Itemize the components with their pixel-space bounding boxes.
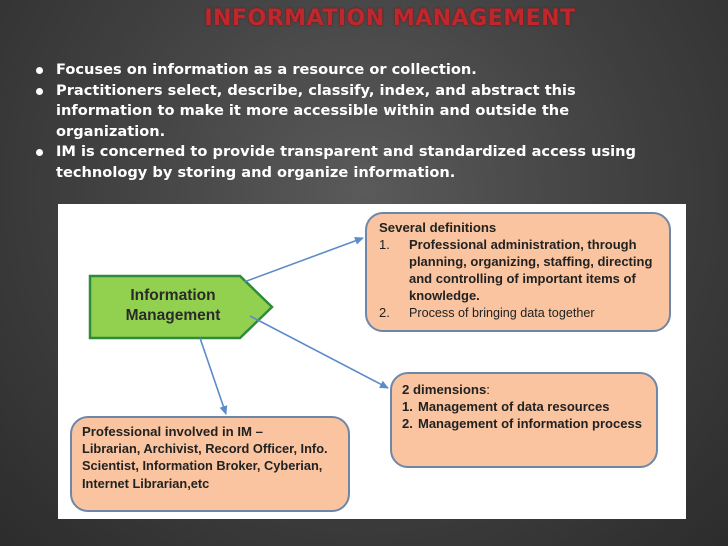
center-label-line2: Management (125, 307, 221, 324)
dimension-number: 1. (402, 399, 413, 414)
definition-item (379, 236, 659, 304)
definitions-box (365, 212, 671, 332)
professionals-heading: Professional involved in IM – (82, 424, 264, 439)
definition-text: Process of bringing data together (409, 306, 595, 320)
bullet-text: Focuses on information as a resource or collection. (56, 61, 477, 78)
bullet-list (34, 60, 674, 184)
dimensions-heading-colon: : (486, 382, 490, 397)
center-label (98, 286, 248, 326)
bullet-dot-icon (36, 149, 43, 156)
dimensions-box (390, 372, 658, 468)
dimensions-heading (402, 382, 646, 398)
im-diagram (58, 204, 686, 519)
dimensions-heading-text: 2 dimensions (402, 382, 487, 397)
professionals-box (70, 416, 350, 512)
dimension-number: 2. (402, 416, 413, 431)
connector-arrow-professionals (200, 338, 226, 414)
dimensions-list (402, 398, 646, 432)
connector-arrow-dimensions (250, 316, 388, 388)
bullet-dot-icon (36, 88, 43, 95)
professionals-list: Librarian, Archivist, Record Officer, Info. Scientist, Information Broker, Cyberian, Internet Librarian,etc (82, 441, 328, 491)
definitions-list (379, 236, 659, 322)
dimension-item (402, 415, 646, 432)
bullet-text: Practitioners select, describe, classify, index, and abstract this information to make it more accessible within and outside the organization. (56, 81, 576, 140)
bullet-item (34, 81, 674, 143)
slide-title: INFORMATION MANAGEMENT (204, 6, 576, 31)
connector-arrow-definitions (244, 238, 363, 282)
definition-number: 1. (379, 237, 390, 252)
dimension-text: Management of data resources (418, 399, 610, 414)
definition-item (379, 304, 659, 322)
dimension-text: Management of information process (418, 416, 642, 431)
dimension-item (402, 398, 646, 415)
center-label-line1: Information (130, 287, 216, 304)
definition-text: Professional administration, through planning, organizing, staffing, directing and controlling of important items of knowledge. (409, 237, 653, 303)
bullet-text: IM is concerned to provide transparent and standardized access using technology by storing and organize information. (56, 143, 636, 181)
bullet-dot-icon (36, 67, 43, 74)
bullet-item (34, 142, 674, 183)
bullet-item (34, 60, 674, 81)
definition-number: 2. (379, 305, 390, 320)
definitions-heading: Several definitions (379, 220, 497, 235)
